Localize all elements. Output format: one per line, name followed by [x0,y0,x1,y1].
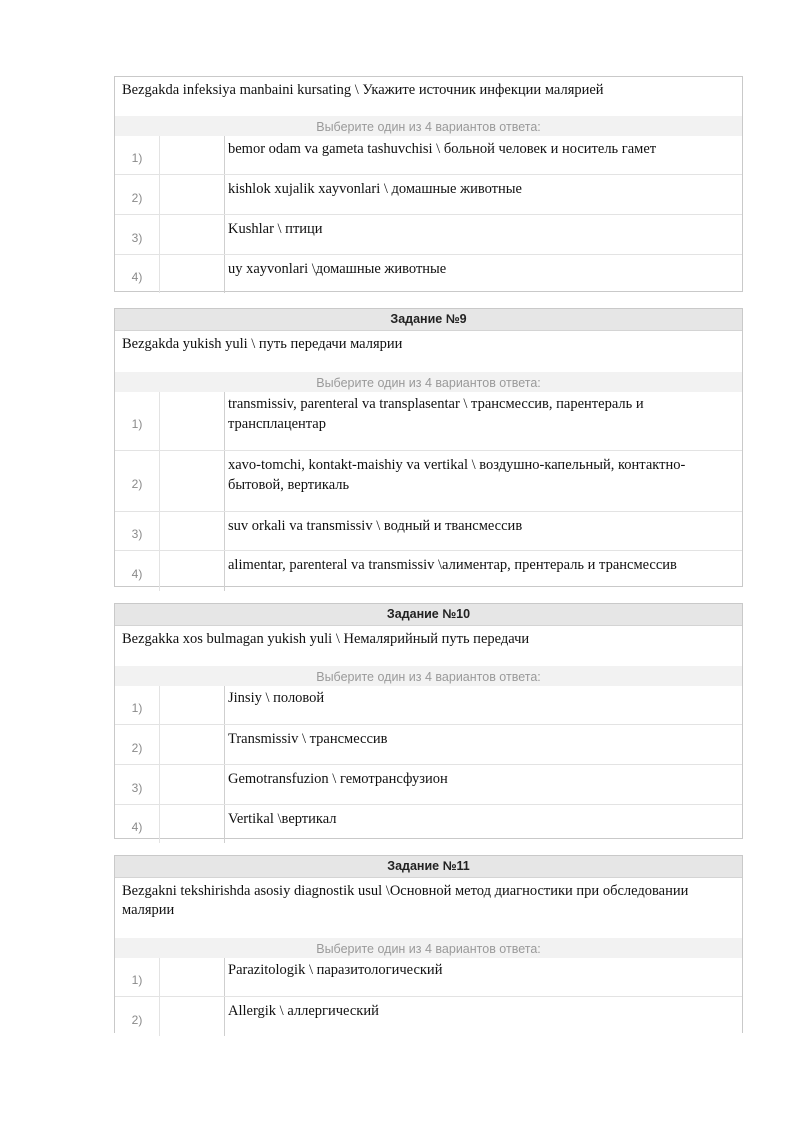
option-number: 1) [131,151,143,165]
option-select-cell[interactable] [159,725,225,764]
option-number: 2) [131,477,143,491]
answer-hint: Выберите один из 4 вариантов ответа: [115,116,742,136]
option-number: 4) [131,820,143,834]
answer-hint: Выберите один из 4 вариантов ответа: [115,938,742,958]
option-number: 1) [131,973,143,987]
option-text: Parazitologik \ паразитологический [228,962,443,978]
option-text: Transmissiv \ трансмессив [228,731,388,747]
option-text: transmissiv, parenteral va transplasentar \ трансмессив, парентераль и трансплацентар [228,396,644,432]
answer-option[interactable] [115,174,742,214]
option-select-cell[interactable] [159,215,225,254]
answer-option[interactable] [115,254,742,293]
option-text: Jinsiy \ половой [228,690,325,706]
task-title: Задание №9 [115,309,742,331]
answer-option[interactable] [115,804,742,843]
task-block-11 [114,855,743,1033]
option-number: 1) [131,701,143,715]
option-text: Vertikal \вертикал [228,811,337,827]
task-block-9 [114,308,743,587]
option-number: 3) [131,780,143,795]
answer-option[interactable] [115,724,742,764]
option-select-cell[interactable] [159,958,225,996]
answer-option[interactable] [115,686,742,724]
task-title: Задание №10 [115,604,742,626]
option-text: suv orkali va transmissiv \ водный и твансмессив [228,518,523,534]
answer-option[interactable] [115,392,742,450]
task-block-8 [114,76,743,292]
option-select-cell[interactable] [159,451,225,511]
option-number: 4) [131,567,143,581]
option-number: 2) [131,740,143,755]
option-select-cell[interactable] [159,255,225,293]
option-select-cell[interactable] [159,686,225,724]
option-number: 1) [131,417,143,431]
answer-option[interactable] [115,450,742,511]
task-block-10 [114,603,743,839]
option-text: uy xayvonlari \домашные животные [228,261,447,277]
option-number: 2) [131,1012,143,1027]
answer-hint: Выберите один из 4 вариантов ответа: [115,372,742,392]
option-number: 3) [131,527,143,541]
task-title: Задание №11 [115,856,742,878]
question-text: Bezgakni tekshirishda asosiy diagnostik usul \Основной метод диагностики при обследовании малярии [122,883,689,918]
option-select-cell[interactable] [159,512,225,550]
answer-option[interactable] [115,136,742,174]
answer-option[interactable] [115,511,742,550]
option-number: 3) [131,230,143,245]
answer-option[interactable] [115,214,742,254]
option-select-cell[interactable] [159,805,225,843]
option-text: Kushlar \ птици [228,221,323,237]
option-text: kishlok xujalik xayvonlari \ домашные животные [228,181,522,197]
question-text: Bezgakda infeksiya manbaini kursating \ Укажите источник инфекции малярией [122,82,604,98]
option-number: 4) [131,270,143,284]
answer-option[interactable] [115,996,742,1036]
option-text: Gemotransfuzion \ гемотрансфузион [228,771,448,787]
option-text: Allergik \ аллергический [228,1003,379,1019]
question-text: Bezgakka xos bulmagan yukish yuli \ Немалярийный путь передачи [122,631,530,647]
option-text: alimentar, parenteral va transmissiv \алиментар, прентераль и трансмессив [228,557,677,573]
option-select-cell[interactable] [159,175,225,214]
answer-option[interactable] [115,958,742,996]
option-select-cell[interactable] [159,765,225,804]
answer-hint: Выберите один из 4 вариантов ответа: [115,666,742,686]
question-text: Bezgakda yukish yuli \ путь передачи малярии [122,336,403,352]
option-select-cell[interactable] [159,997,225,1036]
option-select-cell[interactable] [159,392,225,450]
answer-option[interactable] [115,764,742,804]
option-text: xavo-tomchi, kontakt-maishiy va vertikal \ воздушно-капельный, контактно-бытовой, вертикаль [228,457,686,493]
option-select-cell[interactable] [159,551,225,591]
option-select-cell[interactable] [159,136,225,174]
option-number: 2) [131,190,143,205]
answer-option[interactable] [115,550,742,591]
option-text: bemor odam va gameta tashuvchisi \ больной человек и носитель гамет [228,141,657,157]
